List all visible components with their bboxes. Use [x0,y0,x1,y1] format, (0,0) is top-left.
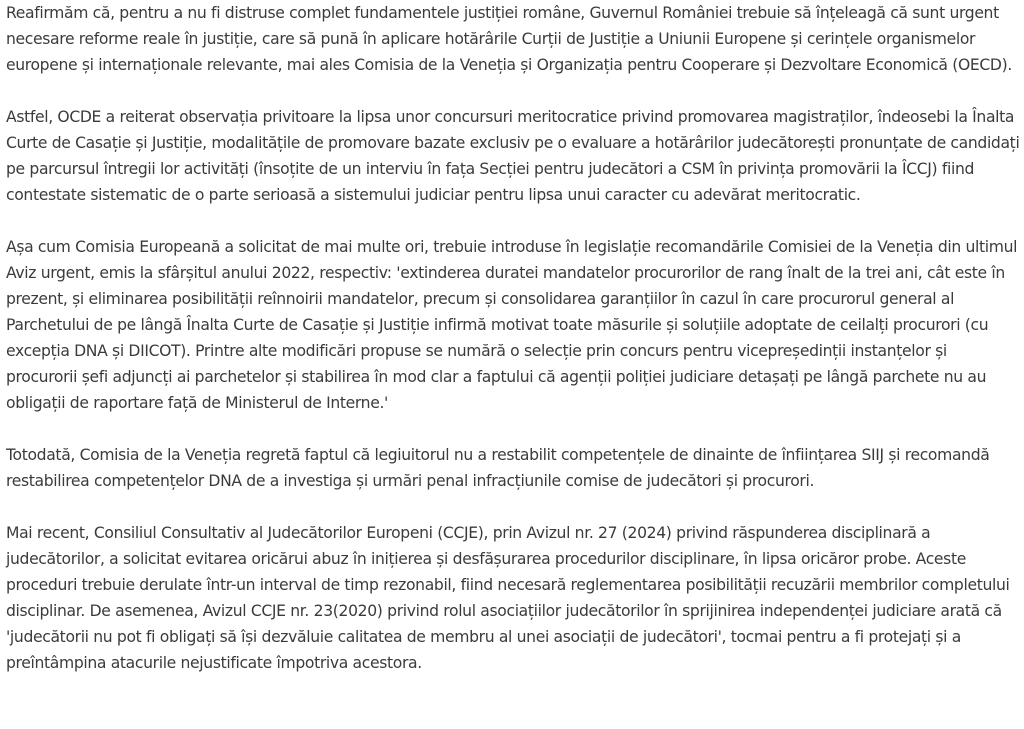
paragraph-siij-competences: Totodată, Comisia de la Veneția regretă faptul că legiuitorul nu a restabilit competențele de dinainte de înființarea SIIJ și recomandă restabilirea competențelor DNA de a investiga și urmări penal infracțiunile comise de judecători și procurori. [6,446,990,490]
paragraph-venice-recommendations: Așa cum Comisia Europeană a solicitat de mai multe ori, trebuie introduse în legislație recomandările Comisiei de la Veneția din ultimul Aviz urgent, emis la sfârșitul anului 2022, respectiv: 'extinderea duratei mandatelor procurorilor de rang înalt de la trei ani, cât este în prezent, și eliminarea posibilității reînnoirii mandatelor, precum și consolidarea garanțiilor în cazul în care procurorul general al Parchetului de pe lângă Înalta Curte de Casație și Justiție infirmă motivat toate măsurile și soluțiile adoptate de ceilalți procurori (cu excepția DNA și DIICOT). Printre alte modificări propuse se numără o selecție prin concurs pentru vicepreședinții instanțelor și procurorii șefi adjuncți ai parchetelor și stabilirea în mod clar a faptului că agenții poliției judiciare detașați pe lângă parchete nu au obligații de raportare față de Ministerul de Interne.' [6,238,1018,412]
paragraph-ccje-opinion: Mai recent, Consiliul Consultativ al Judecătorilor Europeni (CCJE), prin Avizul nr. 27 (2024) privind răspunderea disciplinară a judecătorilor, a solicitat evitarea oricărui abuz în inițierea și desfășurarea procedurilor disciplinare, în lipsa oricăror probe. Aceste proceduri trebuie derulate într-un interval de timp rezonabil, fiind necesară reglementarea posibilității recuzării membrilor completului disciplinar. De asemenea, Avizul CCJE nr. 23(2020) privind rolul asociațiilor judecătorilor în sprijinirea independenței judiciare arată că 'judecătorii nu pot fi obligați să își dezvăluie calitatea de membru al unei asociații de judecători', tocmai pentru a fi protejați și a preîntâmpina atacurile nejustificate împotriva acestora. [6,524,1010,672]
paragraph-ocde-observation: Astfel, OCDE a reiterat observația privitoare la lipsa unor concursuri meritocratice privind promovarea magistraților, îndeosebi la Înalta Curte de Casație și Justiție, modalitățile de promovare bazate exclusiv pe o evaluare a hotărârilor judecătorești pronunțate de candidați pe parcursul întregii lor activități (însoțite de un interviu în fața Secției pentru judecători a CSM în privința promovării la ÎCCJ) fiind contestate sistematic de o parte serioasă a sistemului judiciar pentru lipsa unui caracter cu adevărat meritocratic. [6,108,1020,204]
paragraph-reforms-call: Reafirmăm că, pentru a nu fi distruse complet fundamentele justiției române, Guvernul României trebuie să înțeleagă că sunt urgent necesare reforme reale în justiție, care să pună în aplicare hotărârile Curții de Justiție a Uniunii Europene și cerințele organismelor europene și internaționale relevante, mai ales Comisia de la Veneția și Organizația pentru Cooperare și Dezvoltare Economică (OECD). [6,4,1012,74]
article-body [6,0,1022,702]
